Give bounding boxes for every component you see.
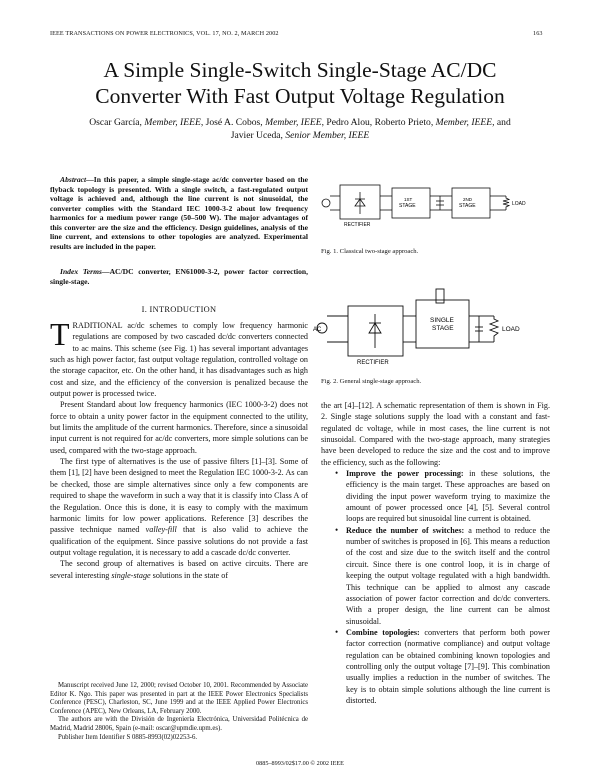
title-line-1: A Simple Single-Switch Single-Stage AC/DC (103, 58, 497, 82)
paragraph: The first type of alternatives is the use of passive filters [1]–[3]. Some of them [1], [2] have been designed to meet the Regulation IEC 1000-3-2. As can be checked, those are simple alternatives since only a few components are required to shape the waveform in such a way that it is classify into Class A of the Regulation. Once this is done, it is easy to comply with the maximum harmonic limits for low power applications. Reference [3] describes the passive technique named valley-fill that is also valid to achieve the qualification of the equipment. Since passive solutions do not provide a fast output voltage regulation, it is necessary to add a cascade dc/dc converter. (50, 457, 308, 557)
left-column (50, 316, 308, 581)
list-item: • Reduce the number of switches: a method to reduce the number of switches is proposed in [6]. This means a reduction of the cost and size due to the switch itself and the control circuit. Since there is one control loop, it is in charge of keeping the output voltage regulated with a high bandwidth. This technique can be applied to almost any cascade association of power factor correction and dc/dc converters. With a proper design, the line current can be almost sinusoidal. (321, 525, 550, 627)
paragraph: Present Standard about low frequency harmonics (IEC 1000-3-2) does not force to obtain a unity power factor in the equipment connected to the utility, but limits the amplitude of the current harmonics. Therefore, since a sinusoidal input current is not required for ac/dc converters, more simple solutions can be used, compared with the two-stage approach. (50, 400, 308, 455)
index-terms-text: —AC/DC converter, EN61000-3-2, power factor correction, single-stage. (50, 267, 308, 286)
drop-cap: T (50, 316, 70, 352)
running-header: IEEE TRANSACTIONS ON POWER ELECTRONICS, VOL. 17, NO. 2, MARCH 2002 (50, 30, 279, 37)
index-terms (50, 267, 308, 286)
fig1-rectifier-label: RECTIFIER (344, 222, 371, 228)
author-name: Oscar García, (89, 117, 145, 128)
fig1-stage1-label: STAGE (399, 203, 416, 209)
paragraph: The second group of alternatives is based on active circuits. There are several interesting single-stage solutions in the state of (50, 559, 308, 580)
figure-1-diagram (320, 180, 550, 230)
abstract-label: Abstract (60, 175, 87, 184)
title-line-2: Converter With Fast Output Voltage Regulation (95, 84, 505, 108)
paragraph: TRADITIONAL ac/dc schemes to comply low frequency harmonic regulations are composed by two cascaded dc/dc converters connected to ac mains. This scheme (see Fig. 1) has several important advantages such as high power factor, fast output voltage regulation, controlled voltage on the storage capacitor, etc. On the other hand, it has disadvantages such as high cost and size, and the efficiency of the conversion is penalized because the output power is processed twice. (50, 316, 308, 399)
footnote-paragraph: Publisher Item Identifier S 0885-8993(02)02253-6. (58, 733, 198, 741)
fig2-stage-label-bottom: STAGE (432, 325, 454, 332)
author-role: Member, IEEE (144, 117, 201, 128)
author-name: , Pedro Alou, Roberto Prieto, (321, 117, 436, 128)
fig2-stage-label-top: SINGLE (430, 317, 454, 324)
strategy-list (321, 468, 550, 706)
fig1-load-label: LOAD (512, 201, 526, 207)
author-role: Member, IEEE (265, 117, 322, 128)
fig1-stage2-superscript: 2ND (463, 197, 473, 202)
author-name: Javier Uceda, (230, 129, 286, 141)
fig2-rectifier-label: RECTIFIER (357, 360, 389, 366)
figure-1-caption: Fig. 1. Classical two-stage approach. (321, 248, 419, 255)
figure-2-caption: Fig. 2. General single-stage approach. (321, 378, 422, 385)
paragraph: the art [4]–[12]. A schematic representation of them is shown in Fig. 2. Single stage solutions supply the load with a constant and fast-regulated dc voltage, while in most cases, the line current is not sinusoidal. Compared with the two-stage approach, many strategies have been developed to reduce the size and the cost and to improve the efficiency, such as the following: (321, 401, 550, 467)
list-item: • Improve the power processing: in these solutions, the efficiency is the main target. These approaches are based on dividing the input power waveform trying to maximize the amount of power processed once [4], [5]. Several control loops are required but sinusoidal line current is obtained. (321, 468, 550, 525)
author-role: Member, IEEE, (435, 117, 495, 128)
footnote-paragraph: The authors are with the División de Ingeniería Electrónica, Universidad Politécnica de Madrid, Madrid 28006, Spain (e-mail: oscar@upmdie.upm.es). (50, 716, 308, 732)
index-terms-label: Index Terms (60, 267, 102, 276)
author-conjunction: and (494, 117, 511, 128)
copyright-footer: 0885–8993/02$17.00 © 2002 IEEE (256, 760, 344, 767)
footnote (50, 682, 308, 742)
list-item: • Combine topologies: converters that perform both power factor correction (normative compliance) and output voltage regulation can be obtained combining known topologies and controlling only the output voltage [7]–[9]. This combination usually implies a reduction in the number of switches. The key is to obtain simple solutions although the line current is distorted. (321, 627, 550, 706)
figure-2-diagram (308, 286, 538, 366)
right-column (321, 400, 550, 706)
abstract (50, 175, 308, 251)
paper-title (0, 57, 600, 109)
abstract-text: —In this paper, a simple single-stage ac/dc converter based on the flyback topology is presented. With a single switch, a fast-regulated output voltage is achieved and, although the line current is not sinusoidal, the converter complies with the Standard IEC 1000-3-2 about low frequency harmonics for a medium power range (50–500 W). The major advantages of this converter are the size and the efficiency. Design guidelines, analysis of the line current, and extensions to other topologies are analyzed. Experimental results are included in the paper. (50, 175, 308, 251)
fig1-stage2-label: STAGE (459, 203, 476, 209)
footnote-paragraph: Manuscript received June 12, 2000; revised October 10, 2001. Recommended by Associate Editor K. Ngo. This paper was presented in part at the IEEE Power Electronics Specialists Conference (PESC), Charleston, SC, June 1999 and at the IEEE Applied Power Electronics Conference (APEC), New Orleans, LA, February 2000. (50, 682, 308, 715)
page-number: 163 (533, 30, 543, 37)
section-heading: I. INTRODUCTION (141, 305, 217, 314)
fig2-load-label: LOAD (502, 326, 520, 333)
author-list (40, 117, 560, 142)
author-name: , José A. Cobos, (200, 117, 266, 128)
fig2-ac-label: AC (313, 327, 322, 333)
author-role: Senior Member, IEEE (285, 129, 370, 141)
fig1-stage1-superscript: 1ST (404, 197, 413, 202)
